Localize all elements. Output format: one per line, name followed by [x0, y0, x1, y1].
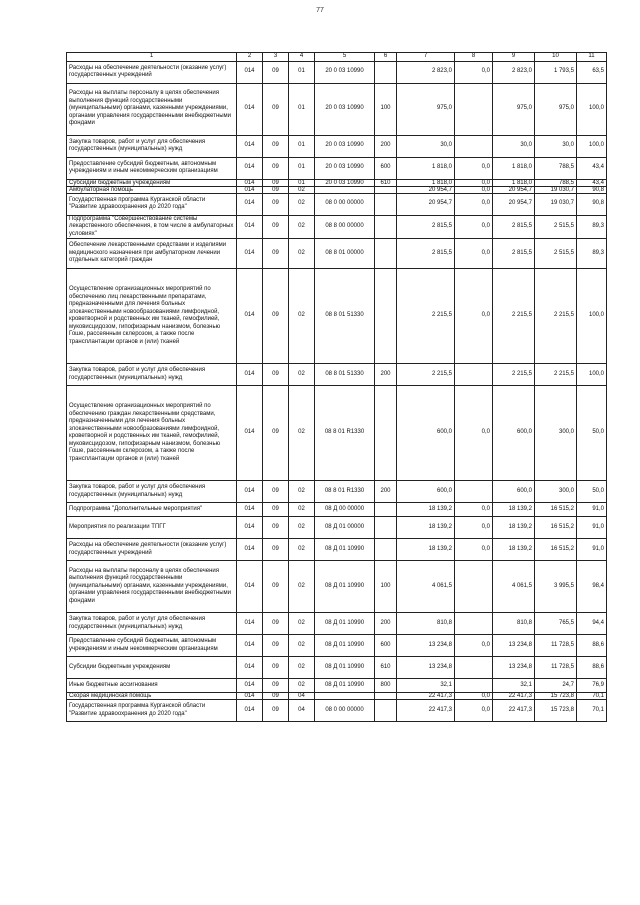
row-change-amount: 0,0 — [455, 239, 493, 269]
row-executed-amount: 11 728,5 — [535, 635, 577, 657]
row-subsection-code: 02 — [289, 386, 315, 481]
row-execution-percent: 100,0 — [577, 83, 607, 135]
row-name: Закупка товаров, работ и услуг для обеспечения государственных (муниципальных) нужд — [67, 613, 237, 635]
row-ved-code: 014 — [237, 386, 263, 481]
row-executed-amount: 19 030,7 — [535, 186, 577, 193]
row-updated-amount: 600,0 — [493, 481, 535, 503]
row-approved-amount: 2 215,5 — [397, 269, 455, 364]
row-expense-type-code — [375, 700, 397, 722]
row-approved-amount: 13 234,8 — [397, 635, 455, 657]
row-ved-code: 014 — [237, 700, 263, 722]
row-change-amount — [455, 481, 493, 503]
row-executed-amount: 16 515,2 — [535, 539, 577, 561]
column-number: 7 — [397, 53, 455, 62]
row-expense-type-code: 800 — [375, 679, 397, 693]
row-execution-percent: 98,4 — [577, 561, 607, 613]
row-subsection-code: 01 — [289, 61, 315, 83]
row-section-code: 09 — [263, 364, 289, 386]
row-change-amount — [455, 657, 493, 679]
column-number: 9 — [493, 53, 535, 62]
row-subsection-code: 02 — [289, 561, 315, 613]
row-execution-percent: 90,8 — [577, 193, 607, 215]
row-name: Расходы на выплаты персоналу в целях обеспечения выполнения функций государственными (муниципальными) органами, казенными учреждениями, органами управления государственными внебюджетными фондами — [67, 83, 237, 135]
row-name: Обеспечение лекарственными средствами и изделиями медицинского назначения при амбулаторном лечении отдельных категорий граждан — [67, 239, 237, 269]
row-name: Расходы на выплаты персоналу в целях обеспечения выполнения функций государственными (муниципальными) органами, казенными учреждениями, органами управления государственными внебюджетными фондами — [67, 561, 237, 613]
row-executed-amount: 24,7 — [535, 679, 577, 693]
row-name: Расходы на обеспечение деятельности (оказание услуг) государственных учреждений — [67, 539, 237, 561]
row-updated-amount: 600,0 — [493, 386, 535, 481]
row-executed-amount: 788,5 — [535, 179, 577, 186]
row-updated-amount: 22 417,3 — [493, 693, 535, 700]
row-expense-type-code — [375, 386, 397, 481]
table-row — [67, 613, 607, 635]
row-target-item-code: 08 Д 01 10990 — [315, 635, 375, 657]
row-subsection-code: 02 — [289, 635, 315, 657]
column-number: 11 — [577, 53, 607, 62]
row-subsection-code: 01 — [289, 157, 315, 179]
row-execution-percent: 89,3 — [577, 215, 607, 239]
row-name: Мероприятия по реализации ТПГГ — [67, 517, 237, 539]
row-target-item-code: 08 8 01 51330 — [315, 364, 375, 386]
row-section-code: 09 — [263, 186, 289, 193]
column-number: 2 — [237, 53, 263, 62]
row-expense-type-code: 200 — [375, 613, 397, 635]
row-expense-type-code — [375, 503, 397, 517]
row-target-item-code — [315, 693, 375, 700]
row-subsection-code: 02 — [289, 503, 315, 517]
row-subsection-code: 02 — [289, 269, 315, 364]
page-number: 77 — [316, 7, 324, 14]
row-approved-amount: 22 417,3 — [397, 700, 455, 722]
row-execution-percent: 43,4 — [577, 157, 607, 179]
row-name: Государственная программа Курганской области "Развитие здравоохранения до 2020 года" — [67, 700, 237, 722]
row-approved-amount: 600,0 — [397, 386, 455, 481]
row-subsection-code: 02 — [289, 613, 315, 635]
table-row — [67, 193, 607, 215]
row-updated-amount: 30,0 — [493, 135, 535, 157]
row-target-item-code: 08 Д 01 10990 — [315, 613, 375, 635]
table-row — [67, 364, 607, 386]
row-name: Подпрограмма "Совершенствование системы лекарственного обеспечения, в том числе в амбулаторных условиях" — [67, 215, 237, 239]
row-approved-amount: 1 818,0 — [397, 179, 455, 186]
row-section-code: 09 — [263, 135, 289, 157]
row-execution-percent: 88,6 — [577, 657, 607, 679]
column-number: 3 — [263, 53, 289, 62]
row-section-code: 09 — [263, 269, 289, 364]
row-subsection-code: 01 — [289, 135, 315, 157]
row-expense-type-code — [375, 215, 397, 239]
row-section-code: 09 — [263, 386, 289, 481]
row-execution-percent: 88,6 — [577, 635, 607, 657]
row-change-amount — [455, 561, 493, 613]
row-executed-amount: 16 515,2 — [535, 503, 577, 517]
row-target-item-code: 20 0 03 10990 — [315, 135, 375, 157]
row-section-code: 09 — [263, 679, 289, 693]
row-change-amount — [455, 613, 493, 635]
row-execution-percent: 89,3 — [577, 239, 607, 269]
row-updated-amount: 975,0 — [493, 83, 535, 135]
column-number-row — [67, 53, 607, 62]
row-subsection-code: 02 — [289, 215, 315, 239]
row-section-code: 09 — [263, 481, 289, 503]
row-executed-amount: 1 793,5 — [535, 61, 577, 83]
row-execution-percent: 50,0 — [577, 481, 607, 503]
row-approved-amount: 13 234,8 — [397, 657, 455, 679]
row-ved-code: 014 — [237, 539, 263, 561]
row-name: Субсидии бюджетным учреждениям — [67, 657, 237, 679]
row-change-amount — [455, 135, 493, 157]
row-execution-percent: 70,1 — [577, 693, 607, 700]
row-updated-amount: 20 954,7 — [493, 193, 535, 215]
column-number: 4 — [289, 53, 315, 62]
row-target-item-code: 08 Д 01 10990 — [315, 561, 375, 613]
row-ved-code: 014 — [237, 635, 263, 657]
row-section-code: 09 — [263, 61, 289, 83]
budget-table — [66, 52, 607, 722]
row-name: Амбулаторная помощь — [67, 186, 237, 193]
row-target-item-code: 08 0 00 00000 — [315, 700, 375, 722]
row-approved-amount: 32,1 — [397, 679, 455, 693]
column-number: 8 — [455, 53, 493, 62]
table-row — [67, 61, 607, 83]
row-approved-amount: 2 815,5 — [397, 239, 455, 269]
row-section-code: 09 — [263, 517, 289, 539]
row-change-amount — [455, 364, 493, 386]
row-change-amount: 0,0 — [455, 186, 493, 193]
row-updated-amount: 1 818,0 — [493, 179, 535, 186]
row-section-code: 09 — [263, 215, 289, 239]
row-updated-amount: 22 417,3 — [493, 700, 535, 722]
table-row — [67, 503, 607, 517]
row-target-item-code: 08 0 00 00000 — [315, 193, 375, 215]
row-expense-type-code: 100 — [375, 83, 397, 135]
table-row — [67, 269, 607, 364]
row-subsection-code: 02 — [289, 539, 315, 561]
column-number: 6 — [375, 53, 397, 62]
row-section-code: 09 — [263, 657, 289, 679]
row-subsection-code: 02 — [289, 481, 315, 503]
row-executed-amount: 300,0 — [535, 481, 577, 503]
row-expense-type-code: 600 — [375, 157, 397, 179]
row-ved-code: 014 — [237, 215, 263, 239]
table-row — [67, 179, 607, 186]
row-expense-type-code — [375, 269, 397, 364]
row-section-code: 09 — [263, 700, 289, 722]
row-execution-percent: 91,0 — [577, 539, 607, 561]
row-section-code: 09 — [263, 239, 289, 269]
row-execution-percent: 100,0 — [577, 269, 607, 364]
row-ved-code: 014 — [237, 693, 263, 700]
row-ved-code: 014 — [237, 83, 263, 135]
row-change-amount: 0,0 — [455, 635, 493, 657]
row-executed-amount: 975,0 — [535, 83, 577, 135]
row-ved-code: 014 — [237, 679, 263, 693]
row-execution-percent: 76,9 — [577, 679, 607, 693]
row-executed-amount: 15 723,8 — [535, 700, 577, 722]
row-approved-amount: 18 139,2 — [397, 503, 455, 517]
row-approved-amount: 2 823,0 — [397, 61, 455, 83]
table-row — [67, 135, 607, 157]
row-execution-percent: 91,0 — [577, 517, 607, 539]
row-expense-type-code — [375, 539, 397, 561]
row-execution-percent: 100,0 — [577, 135, 607, 157]
row-execution-percent: 50,0 — [577, 386, 607, 481]
row-subsection-code: 02 — [289, 657, 315, 679]
row-execution-percent: 90,8 — [577, 186, 607, 193]
row-subsection-code: 02 — [289, 193, 315, 215]
row-approved-amount: 4 061,5 — [397, 561, 455, 613]
row-name: Предоставление субсидий бюджетным, автономным учреждениям и иным некоммерческим организациям — [67, 635, 237, 657]
row-ved-code: 014 — [237, 61, 263, 83]
table-row — [67, 539, 607, 561]
row-approved-amount: 600,0 — [397, 481, 455, 503]
row-ved-code: 014 — [237, 135, 263, 157]
row-executed-amount: 2 215,5 — [535, 364, 577, 386]
row-name: Закупка товаров, работ и услуг для обеспечения государственных (муниципальных) нужд — [67, 364, 237, 386]
row-target-item-code: 20 0 03 10990 — [315, 83, 375, 135]
row-ved-code: 014 — [237, 517, 263, 539]
row-expense-type-code — [375, 186, 397, 193]
row-updated-amount: 810,8 — [493, 613, 535, 635]
row-section-code: 09 — [263, 613, 289, 635]
row-execution-percent: 70,1 — [577, 700, 607, 722]
row-expense-type-code — [375, 193, 397, 215]
table-row — [67, 693, 607, 700]
row-ved-code: 014 — [237, 481, 263, 503]
row-target-item-code: 08 Д 01 10990 — [315, 657, 375, 679]
row-name: Закупка товаров, работ и услуг для обеспечения государственных (муниципальных) нужд — [67, 481, 237, 503]
row-target-item-code: 08 Д 01 10990 — [315, 679, 375, 693]
row-change-amount — [455, 679, 493, 693]
row-section-code: 09 — [263, 83, 289, 135]
row-name: Закупка товаров, работ и услуг для обеспечения государственных (муниципальных) нужд — [67, 135, 237, 157]
table-row — [67, 517, 607, 539]
row-change-amount: 0,0 — [455, 157, 493, 179]
row-section-code: 09 — [263, 635, 289, 657]
row-target-item-code: 20 0 03 10990 — [315, 179, 375, 186]
row-target-item-code: 20 0 03 10990 — [315, 157, 375, 179]
row-target-item-code: 08 8 01 00000 — [315, 239, 375, 269]
row-approved-amount: 18 139,2 — [397, 539, 455, 561]
row-target-item-code: 08 8 00 00000 — [315, 215, 375, 239]
row-executed-amount: 30,0 — [535, 135, 577, 157]
row-ved-code: 014 — [237, 561, 263, 613]
row-approved-amount: 1 818,0 — [397, 157, 455, 179]
row-executed-amount: 11 728,5 — [535, 657, 577, 679]
table-row — [67, 481, 607, 503]
row-updated-amount: 13 234,8 — [493, 657, 535, 679]
table-row — [67, 186, 607, 193]
row-name: Расходы на обеспечение деятельности (оказание услуг) государственных учреждений — [67, 61, 237, 83]
row-expense-type-code: 200 — [375, 364, 397, 386]
row-target-item-code: 08 8 01 R1330 — [315, 481, 375, 503]
row-subsection-code: 02 — [289, 186, 315, 193]
row-updated-amount: 2 823,0 — [493, 61, 535, 83]
row-subsection-code: 02 — [289, 364, 315, 386]
row-execution-percent: 94,4 — [577, 613, 607, 635]
row-change-amount: 0,0 — [455, 386, 493, 481]
row-updated-amount: 2 215,5 — [493, 364, 535, 386]
row-updated-amount: 20 954,7 — [493, 186, 535, 193]
row-change-amount: 0,0 — [455, 179, 493, 186]
column-number: 1 — [67, 53, 237, 62]
table-row — [67, 386, 607, 481]
row-ved-code: 014 — [237, 269, 263, 364]
row-target-item-code: 08 Д 01 00000 — [315, 517, 375, 539]
row-execution-percent: 91,0 — [577, 503, 607, 517]
row-section-code: 09 — [263, 157, 289, 179]
row-change-amount: 0,0 — [455, 503, 493, 517]
row-subsection-code: 01 — [289, 179, 315, 186]
table-row — [67, 700, 607, 722]
row-updated-amount: 2 815,5 — [493, 215, 535, 239]
row-subsection-code: 04 — [289, 700, 315, 722]
row-section-code: 09 — [263, 503, 289, 517]
table-row — [67, 561, 607, 613]
row-section-code: 09 — [263, 561, 289, 613]
row-subsection-code: 02 — [289, 517, 315, 539]
row-expense-type-code — [375, 239, 397, 269]
row-change-amount: 0,0 — [455, 193, 493, 215]
row-change-amount: 0,0 — [455, 61, 493, 83]
row-executed-amount: 2 215,5 — [535, 269, 577, 364]
row-target-item-code: 08 Д 01 10990 — [315, 539, 375, 561]
row-executed-amount: 300,0 — [535, 386, 577, 481]
row-expense-type-code — [375, 693, 397, 700]
row-name: Предоставление субсидий бюджетным, автономным учреждениям и иным некоммерческим организациям — [67, 157, 237, 179]
row-name: Подпрограмма "Дополнительные мероприятия" — [67, 503, 237, 517]
row-ved-code: 014 — [237, 239, 263, 269]
table-row — [67, 657, 607, 679]
row-expense-type-code: 610 — [375, 179, 397, 186]
row-ved-code: 014 — [237, 503, 263, 517]
row-approved-amount: 2 215,5 — [397, 364, 455, 386]
row-section-code: 09 — [263, 193, 289, 215]
row-executed-amount: 788,5 — [535, 157, 577, 179]
row-target-item-code: 20 0 03 10990 — [315, 61, 375, 83]
row-execution-percent: 63,5 — [577, 61, 607, 83]
column-number: 10 — [535, 53, 577, 62]
table-row — [67, 679, 607, 693]
table-row — [67, 239, 607, 269]
row-name: Скорая медицинская помощь — [67, 693, 237, 700]
row-executed-amount: 765,5 — [535, 613, 577, 635]
row-expense-type-code — [375, 517, 397, 539]
table-row — [67, 157, 607, 179]
row-updated-amount: 32,1 — [493, 679, 535, 693]
row-name: Осуществление организационных мероприятий по обеспечению лиц лекарственными препаратами, предназначенными для лечения больных злокачественными новообразованиями лимфоидной, кроветворной и родственных им тканей, гемофилией, муковисцидозом, гипофизарным нанизмом, болезнью Гоше, рассеянным склерозом, а также после трансплантации органов и (или) тканей — [67, 269, 237, 364]
row-ved-code: 014 — [237, 193, 263, 215]
row-change-amount: 0,0 — [455, 700, 493, 722]
row-expense-type-code: 200 — [375, 135, 397, 157]
row-updated-amount: 4 061,5 — [493, 561, 535, 613]
row-execution-percent: 43,4 — [577, 179, 607, 186]
row-updated-amount: 2 815,5 — [493, 239, 535, 269]
row-ved-code: 014 — [237, 186, 263, 193]
row-expense-type-code: 610 — [375, 657, 397, 679]
row-change-amount: 0,0 — [455, 269, 493, 364]
row-change-amount: 0,0 — [455, 215, 493, 239]
row-ved-code: 014 — [237, 157, 263, 179]
row-executed-amount: 16 515,2 — [535, 517, 577, 539]
row-approved-amount: 810,8 — [397, 613, 455, 635]
row-executed-amount: 2 515,5 — [535, 239, 577, 269]
row-name: Субсидии бюджетным учреждениям — [67, 179, 237, 186]
row-change-amount — [455, 83, 493, 135]
column-number: 5 — [315, 53, 375, 62]
row-ved-code: 014 — [237, 613, 263, 635]
row-subsection-code: 02 — [289, 239, 315, 269]
row-target-item-code: 08 Д 00 00000 — [315, 503, 375, 517]
row-subsection-code: 01 — [289, 83, 315, 135]
row-updated-amount: 1 818,0 — [493, 157, 535, 179]
row-execution-percent: 100,0 — [577, 364, 607, 386]
row-expense-type-code: 200 — [375, 481, 397, 503]
row-target-item-code: 08 8 01 R1330 — [315, 386, 375, 481]
table-row — [67, 635, 607, 657]
row-updated-amount: 13 234,8 — [493, 635, 535, 657]
row-updated-amount: 18 139,2 — [493, 517, 535, 539]
row-name: Государственная программа Курганской области "Развитие здравоохранения до 2020 года" — [67, 193, 237, 215]
row-executed-amount: 19 030,7 — [535, 193, 577, 215]
row-approved-amount: 22 417,3 — [397, 693, 455, 700]
row-section-code: 09 — [263, 179, 289, 186]
row-approved-amount: 975,0 — [397, 83, 455, 135]
row-updated-amount: 2 215,5 — [493, 269, 535, 364]
row-updated-amount: 18 139,2 — [493, 539, 535, 561]
row-approved-amount: 2 815,5 — [397, 215, 455, 239]
row-change-amount: 0,0 — [455, 693, 493, 700]
row-section-code: 09 — [263, 693, 289, 700]
row-expense-type-code: 600 — [375, 635, 397, 657]
row-approved-amount: 20 954,7 — [397, 193, 455, 215]
row-executed-amount: 2 515,5 — [535, 215, 577, 239]
row-name: Иные бюджетные ассигнования — [67, 679, 237, 693]
table-row — [67, 215, 607, 239]
row-ved-code: 014 — [237, 364, 263, 386]
row-target-item-code: 08 8 01 51330 — [315, 269, 375, 364]
row-change-amount: 0,0 — [455, 517, 493, 539]
row-subsection-code: 04 — [289, 693, 315, 700]
table-row — [67, 83, 607, 135]
row-name: Осуществление организационных мероприятий по обеспечению граждан лекарственными средствами, предназначенными для лечения больных злокачественными новообразованиями лимфоидной, кроветворной и родственных им тканей, гемофилией, муковисцидозом, гипофизарным нанизмом, болезнью Гоше, рассеянным склерозом, а также после трансплантации органов и (или) тканей — [67, 386, 237, 481]
row-approved-amount: 18 139,2 — [397, 517, 455, 539]
row-approved-amount: 20 954,7 — [397, 186, 455, 193]
row-approved-amount: 30,0 — [397, 135, 455, 157]
row-executed-amount: 3 995,5 — [535, 561, 577, 613]
row-subsection-code: 02 — [289, 679, 315, 693]
row-change-amount: 0,0 — [455, 539, 493, 561]
row-updated-amount: 18 139,2 — [493, 503, 535, 517]
row-executed-amount: 15 723,8 — [535, 693, 577, 700]
row-section-code: 09 — [263, 539, 289, 561]
row-target-item-code — [315, 186, 375, 193]
row-expense-type-code — [375, 61, 397, 83]
row-expense-type-code: 100 — [375, 561, 397, 613]
row-ved-code: 014 — [237, 179, 263, 186]
row-ved-code: 014 — [237, 657, 263, 679]
